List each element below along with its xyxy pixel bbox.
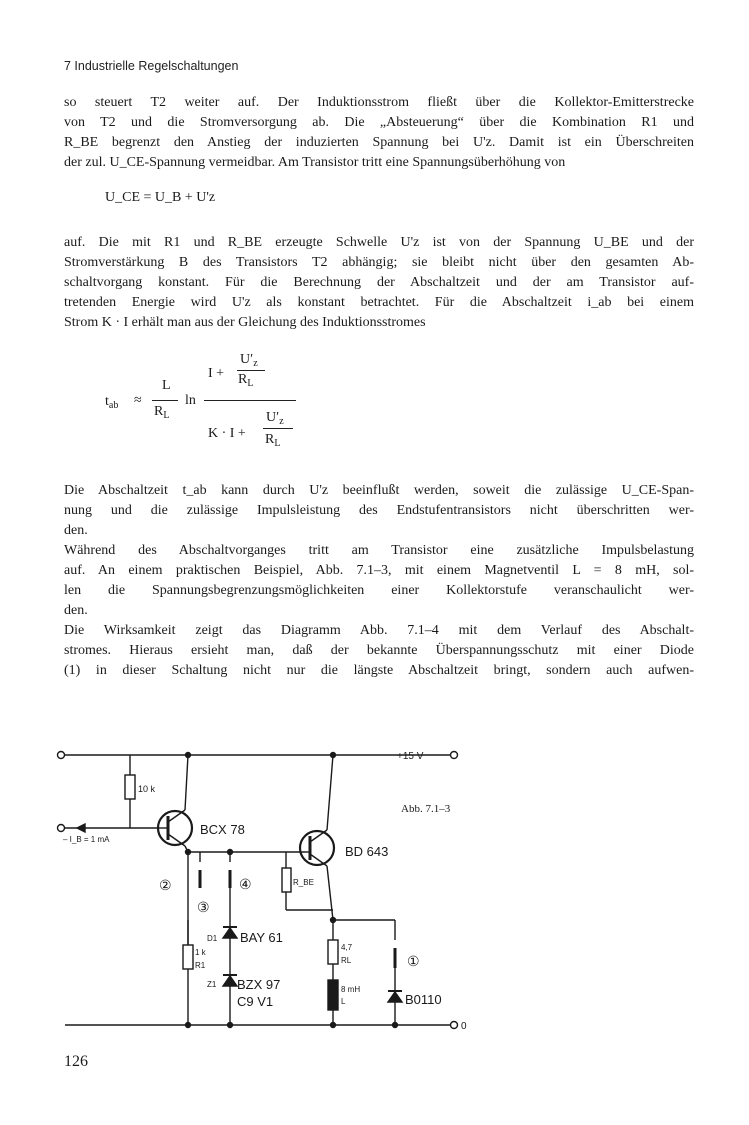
text-line: von T2 und die Stromversorgung ab. Die „Absteuerung“ über die Kombination R1 und <box>64 115 694 130</box>
text-line: R_BE begrenzt den Anstieg der induzierten Spannung bei U'z. Damit ist ein Überschreiten <box>64 135 694 150</box>
formula-L: L <box>162 378 171 393</box>
paragraph-4 <box>64 541 694 621</box>
label-switch-2: ② <box>159 877 172 893</box>
formula-num-prefix: I + <box>208 366 225 381</box>
text-line: so steuert T2 weiter auf. Der Induktionsstrom fließt über die Kollektor-Emitterstrecke <box>64 95 694 110</box>
formula-tab <box>100 348 320 458</box>
formula-ln: ln <box>185 393 196 408</box>
label-z1-type-2: C9 V1 <box>237 994 274 1009</box>
fraction-bar <box>152 400 178 401</box>
terminal-supply <box>451 752 458 759</box>
label-rbe: R_BE <box>293 878 314 887</box>
label-t1: BCX 78 <box>200 822 245 837</box>
formula-rl-num: $R_L$ <box>238 372 254 389</box>
text-line: Während des Abschaltvorganges tritt am Transistor eine zusätzliche Impulsbelastung <box>64 543 694 558</box>
text-line: nung und die zulässige Impulsleistung des Endstufentransistors nicht überschritten wer- <box>64 503 694 518</box>
label-l-value: 8 mH <box>341 985 361 994</box>
label-r1: R1 <box>195 961 206 970</box>
label-input-current: – I_B = 1 mA <box>63 835 110 844</box>
resistor-rbe <box>282 868 291 892</box>
text-line: Die Wirksamkeit zeigt das Diagramm Abb. 7.1–4 mit dem Verlauf des Abschalt- <box>64 623 694 638</box>
paragraph-2 <box>64 233 694 333</box>
label-diode-out: B0110 <box>405 992 442 1007</box>
label-r1-value: 1 k <box>195 948 206 957</box>
paragraph-5 <box>64 621 694 681</box>
figure-label: Abb. 7.1–3 <box>401 803 451 815</box>
text-line: auf. An einem praktischen Beispiel, Abb. 7.1–3, mit einem Magnetventil L = 8 mH, sol- <box>64 563 694 578</box>
resistor-r1 <box>183 945 193 969</box>
text-line: auf. Die mit R1 und R_BE erzeugte Schwelle U'z ist von der Spannung U_BE und der <box>64 235 694 250</box>
text-line: Stromverstärkung B des Transistors T2 abhängig; sie bleibt nicht über den gesamten Ab- <box>64 255 694 270</box>
label-ground: 0 <box>461 1021 467 1032</box>
equation-uce: U_CE = U_B + U'z <box>105 190 216 205</box>
formula-RL: $R_L$ <box>154 404 170 421</box>
resistor-10k <box>125 775 135 799</box>
terminal-left-top <box>58 752 65 759</box>
formula-rl-den: $R_L$ <box>265 432 281 449</box>
label-rl: RL <box>341 956 352 965</box>
label-l: L <box>341 997 346 1006</box>
transistor-t2 <box>300 831 334 865</box>
text-line: den. <box>64 603 88 618</box>
text-line: schaltvorgang konstant. Für die Berechnung der Abschaltzeit und der am Transistor auf- <box>64 275 694 290</box>
label-d1: D1 <box>207 934 218 943</box>
label-switch-3: ③ <box>197 899 210 915</box>
paragraph-3 <box>64 481 694 541</box>
label-rl-value: 4,7 <box>341 943 353 952</box>
label-r-top: 10 k <box>138 784 156 794</box>
label-switch-4: ④ <box>239 876 252 892</box>
text-line: stromes. Hieraus ersieht man, daß der bekannte Überspannungsschutz mit einer Diode <box>64 643 694 658</box>
text-line: Strom K · I erhält man aus der Gleichung des Induktionsstromes <box>64 315 426 330</box>
label-switch-1: ① <box>407 953 420 969</box>
circuit-diagram <box>55 740 475 1040</box>
label-z1: Z1 <box>207 980 217 989</box>
terminal-input <box>58 825 65 832</box>
text-line: der zul. U_CE-Spannung vermeidbar. Am Transistor tritt eine Spannungsüberhöhung von <box>64 155 566 170</box>
formula-den-prefix: K · I + <box>208 426 246 441</box>
fraction-bar <box>263 428 293 429</box>
paragraph-1 <box>64 93 694 173</box>
zener-z1 <box>223 976 237 986</box>
text-line: den. <box>64 523 88 538</box>
running-header: 7 Industrielle Regelschaltungen <box>64 59 239 73</box>
terminal-ground <box>451 1022 458 1029</box>
fraction-bar <box>237 370 265 371</box>
formula-approx: ≈ <box>134 393 142 408</box>
formula-uz-den: $U'_z$ <box>266 410 284 427</box>
text-line: Die Abschaltzeit t_ab kann durch U'z beeinflußt werden, soweit die zulässige U_CE-Span- <box>64 483 694 498</box>
inductor-l <box>328 980 338 1010</box>
resistor-rl <box>328 940 338 964</box>
diode-d1 <box>223 928 237 938</box>
diode-out <box>388 992 402 1002</box>
fraction-bar-main <box>204 400 296 401</box>
text-line: (1) in dieser Schaltung nicht nur die längste Abschaltzeit bringt, sondern auch aufwen- <box>64 663 694 678</box>
label-t2: BD 643 <box>345 844 389 859</box>
text-line: len die Spannungsbegrenzungsmöglichkeiten einer Kollektorstufe veranschaulicht wer- <box>64 583 694 598</box>
text-line: tretenden Energie wird U'z als konstant betrachtet. Für die Abschaltzeit i_ab bei einem <box>64 295 694 310</box>
formula-lhs: $t_{ab}$ <box>105 394 119 411</box>
formula-uz-num: $U'_z$ <box>240 352 258 369</box>
page-number: 126 <box>64 1053 88 1070</box>
label-z1-type: BZX 97 <box>237 977 281 992</box>
label-d1-type: BAY 61 <box>240 930 283 945</box>
label-supply: +15 V <box>397 751 424 762</box>
